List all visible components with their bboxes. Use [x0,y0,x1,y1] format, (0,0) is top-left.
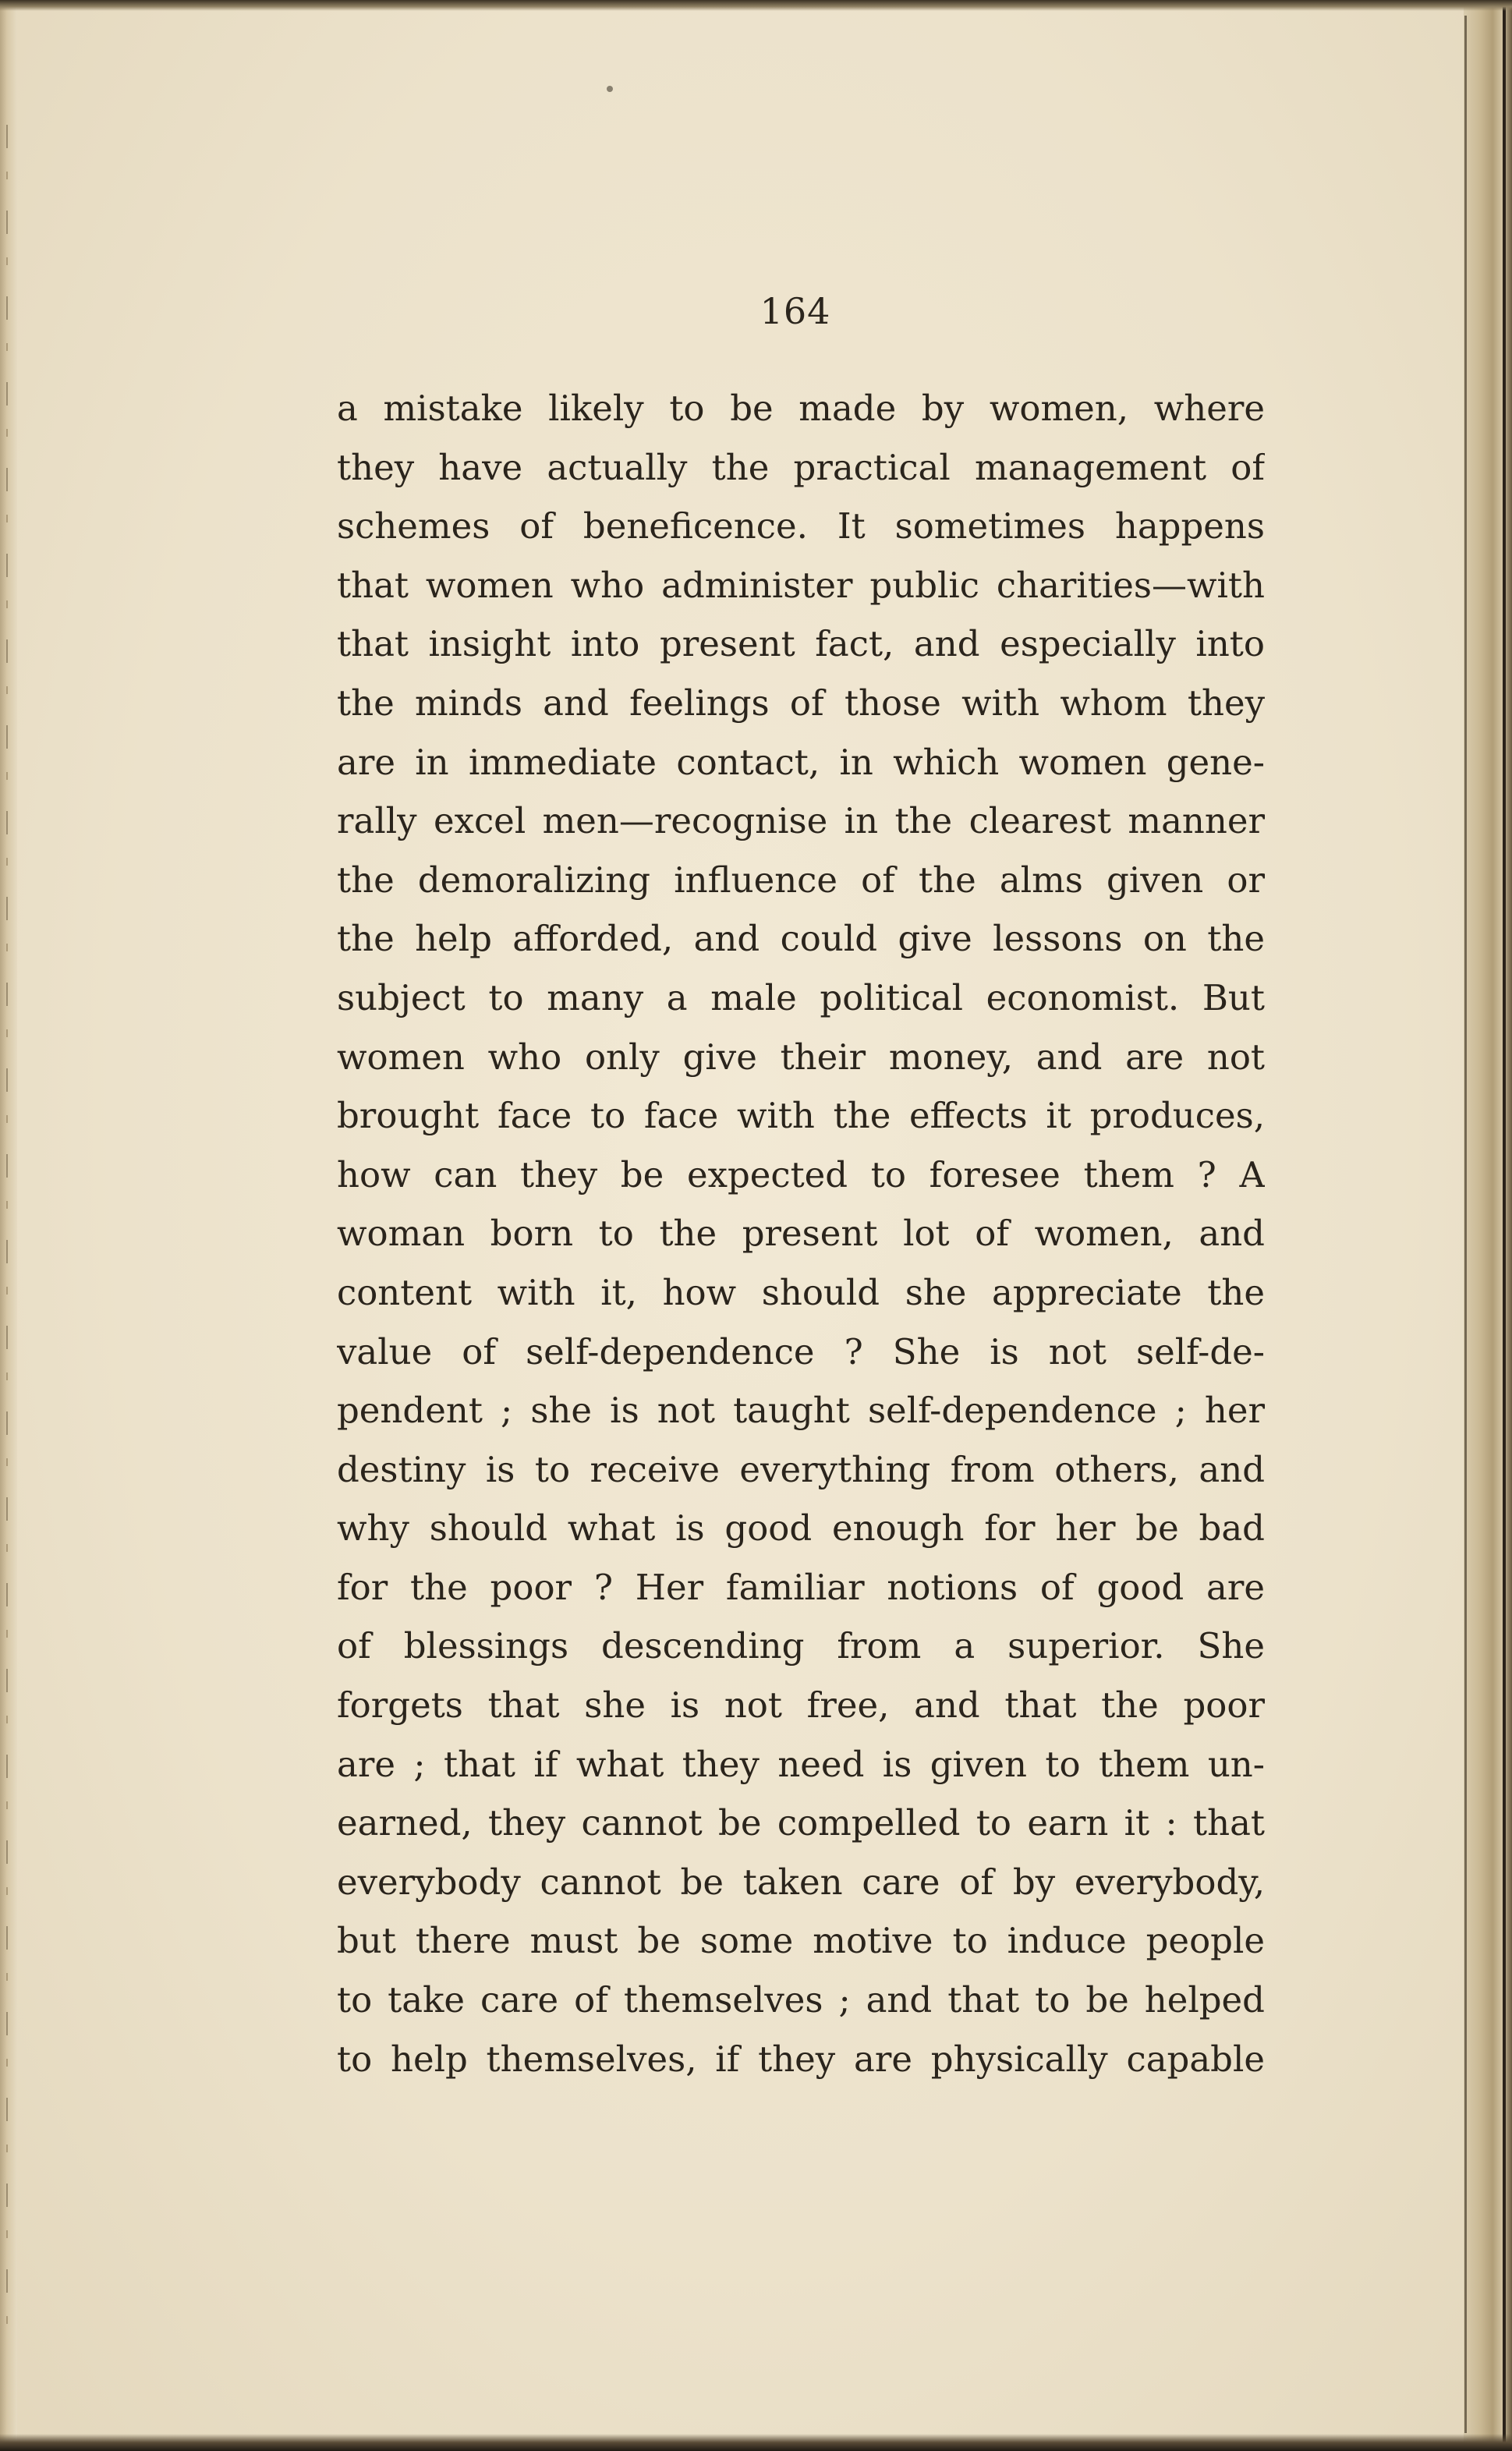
text-line: schemes of beneficence. It sometimes happens [337,505,1265,547]
text-line: subject to many a male political economist. But [337,976,1265,1018]
text-line: that women who administer public charities—with [337,564,1265,606]
page-edge-shadow [1464,16,1467,2433]
text-line: to take care of themselves ; and that to be helped [337,1979,1265,2021]
text-line: are in immediate contact, in which women gene- [337,741,1265,783]
cover-edge [1503,0,1506,2451]
text-line: the minds and feelings of those with whom they [337,682,1265,724]
text-line: the demoralizing influence of the alms given or [337,859,1265,901]
binding-edge [0,0,17,2451]
text-line: brought face to face with the effects it produces, [337,1095,1265,1137]
text-line: that insight into present fact, and especially into [337,623,1265,665]
text-line: why should what is good enough for her be bad [337,1507,1265,1550]
text-line: the help afforded, and could give lessons on the [337,918,1265,960]
text-line: everybody cannot be taken care of by everybody, [337,1861,1265,1903]
text-line: women who only give their money, and are not [337,1036,1265,1078]
bottom-edge [0,2434,1512,2451]
text-line: but there must be some motive to induce people [337,1920,1265,1962]
text-line: forgets that she is not free, and that the poor [337,1684,1265,1727]
text-line: are ; that if what they need is given to them un- [337,1743,1265,1785]
text-line: a mistake likely to be made by women, where [337,388,1265,429]
top-edge [0,0,1512,11]
ink-speck [607,86,613,92]
text-line: destiny is to receive everything from others, and [337,1448,1265,1490]
text-line: content with it, how should she appreciate the [337,1271,1265,1313]
text-line: to help themselves, if they are physically capable [337,2038,1265,2080]
page-number: 164 [760,290,831,332]
body-text [337,379,1265,2088]
text-line: they have actually the practical management of [337,446,1265,488]
text-line: for the poor ? Her familiar notions of good are [337,1566,1265,1608]
text-line: woman born to the present lot of women, and [337,1213,1265,1255]
binding-stitch [6,125,8,2355]
text-line: how can they be expected to foresee them ? A [337,1153,1265,1195]
text-line: pendent ; she is not taught self-dependence ; her [337,1390,1265,1432]
text-line: earned, they cannot be compelled to earn it : that [337,1802,1265,1844]
text-line: value of self-dependence ? She is not self-de- [337,1330,1265,1372]
text-line: rally excel men—recognise in the clearest manner [337,800,1265,842]
text-line: of blessings descending from a superior. She [337,1625,1265,1667]
